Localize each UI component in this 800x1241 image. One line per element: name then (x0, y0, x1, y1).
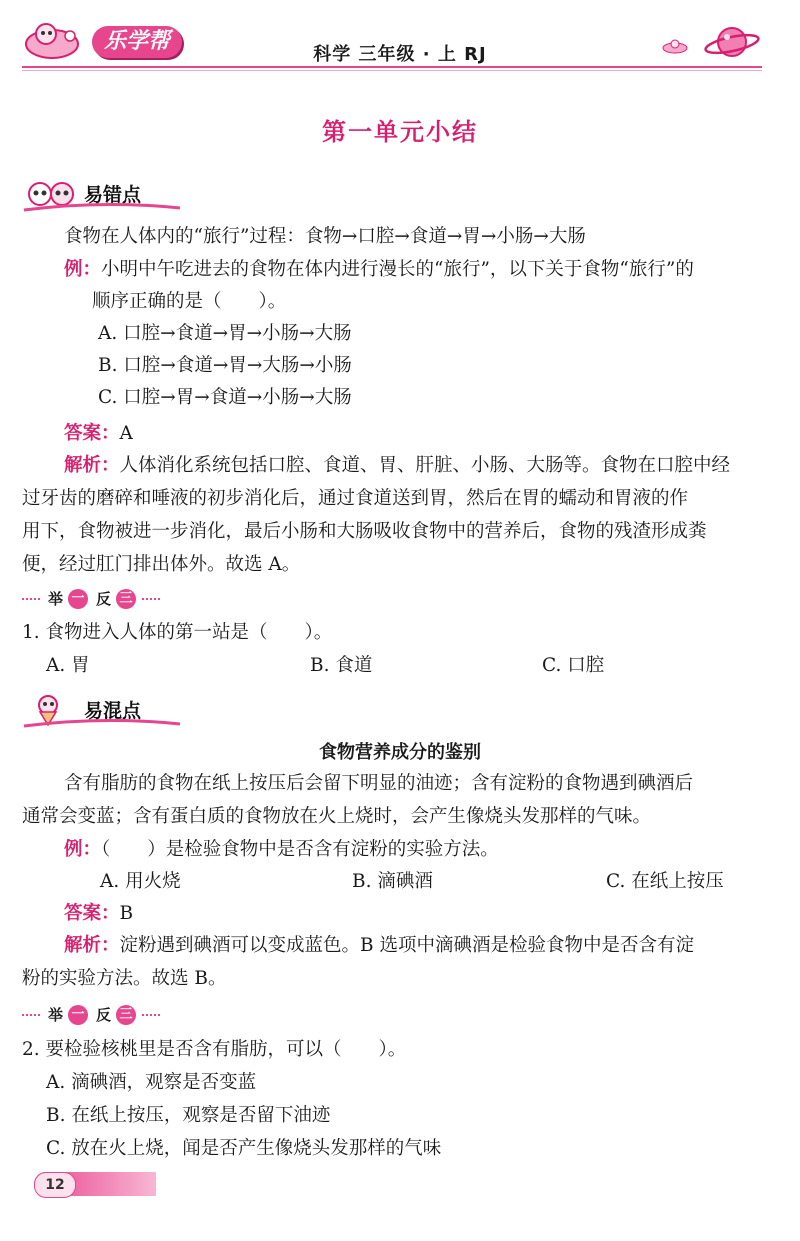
analysis-2 (64, 930, 782, 962)
header-divider-thin (22, 70, 762, 71)
page-number: 12 (34, 1172, 76, 1198)
practice-option-b: B. 在纸上按压，观察是否留下油迹 (46, 1105, 331, 1126)
divider-char-circle: 一 (68, 589, 88, 609)
dotted-line (22, 598, 40, 602)
option-b: B. 滴碘酒 (352, 871, 433, 892)
option-a: A. 口腔→食道→胃→小肠→大肠 (98, 323, 352, 344)
subheading: 食物营养成分的鉴别 (319, 742, 481, 763)
practice-divider-1 (22, 588, 172, 610)
practice-option-a: A. 滴碘酒，观察是否变蓝 (46, 1072, 257, 1093)
swoosh-decoration (22, 718, 182, 730)
answer-value: A (119, 423, 133, 444)
example-2 (64, 834, 782, 866)
practice-question-1: 1. 食物进入人体的第一站是（ ）。 (22, 622, 333, 643)
page-title: 第一单元小结 (322, 118, 478, 146)
analysis-1 (64, 450, 782, 482)
dotted-line (142, 598, 160, 602)
analysis-text: 淀粉遇到碘酒可以变成蓝色。B 选项中滴碘酒是检验食物中是否含有淀 (119, 935, 694, 956)
section-banner-label: 易错点 (84, 184, 142, 206)
section-banner-error-prone (22, 176, 172, 212)
example-tag: 例： (64, 259, 102, 280)
divider-char: 反 (96, 1006, 112, 1024)
divider-char: 反 (96, 590, 112, 608)
answer-value: B (119, 903, 134, 924)
dotted-line (142, 1014, 160, 1018)
analysis-tag: 解析： (64, 455, 120, 476)
swoosh-decoration (22, 202, 182, 214)
analysis-1-line2: 过牙齿的磨碎和唾液的初步消化后，通过食道送到胃，然后在胃的蠕动和胃液的作 (22, 488, 689, 509)
example-tag: 例： (64, 839, 102, 860)
divider-char-circle: 三 (116, 589, 136, 609)
header-title: 科学 三年级 · 上 RJ (313, 44, 487, 65)
section2-intro-line2: 通常会变蓝；含有蛋白质的食物放在火上烧时，会产生像烧头发那样的气味。 (22, 806, 652, 827)
answer-1 (64, 418, 782, 450)
section2-intro: 含有脂肪的食物在纸上按压后会留下明显的油迹；含有淀粉的食物遇到碘酒后 (64, 773, 694, 794)
example-text: 小明中午吃进去的食物在体内进行漫长的“旅行”，以下关于食物“旅行”的 (101, 259, 694, 280)
analysis-tag: 解析： (64, 935, 120, 956)
practice-option-c: C. 放在火上烧，闻是否产生像烧头发那样的气味 (46, 1138, 442, 1159)
practice-option-b: B. 食道 (310, 655, 373, 676)
divider-char: 举 (48, 1006, 64, 1024)
divider-char-circle: 一 (68, 1005, 88, 1025)
answer-tag: 答案： (64, 423, 120, 444)
practice-divider-2 (22, 1004, 172, 1026)
example-text: （ ）是检验食物中是否含有淀粉的实验方法。 (101, 839, 499, 860)
section-banner-confusing (22, 692, 172, 728)
practice-question-2: 2. 要检验核桃里是否含有脂肪，可以（ ）。 (22, 1039, 407, 1060)
divider-char: 举 (48, 590, 64, 608)
example-1 (64, 254, 782, 286)
answer-tag: 答案： (64, 903, 120, 924)
option-c: C. 在纸上按压 (606, 871, 724, 892)
dotted-line (22, 1014, 40, 1018)
analysis-1-line4: 便，经过肛门排出体外。故选 A。 (22, 554, 301, 575)
analysis-text: 人体消化系统包括口腔、食道、胃、肝脏、小肠、大肠等。食物在口腔中经 (119, 455, 731, 476)
section1-intro: 食物在人体内的“旅行”过程：食物→口腔→食道→胃→小肠→大肠 (64, 226, 586, 247)
section-banner-label: 易混点 (84, 700, 142, 722)
header-divider (22, 66, 762, 68)
analysis-2-line2: 粉的实验方法。故选 B。 (22, 968, 227, 989)
analysis-1-line3: 用下，食物被进一步消化，最后小肠和大肠吸收食物中的营养后，食物的残渣形成粪 (22, 521, 707, 542)
example-1-cont: 顺序正确的是（ ）。 (92, 291, 287, 312)
option-c: C. 口腔→胃→食道→小肠→大肠 (98, 387, 352, 408)
practice-option-c: C. 口腔 (542, 655, 605, 676)
practice-option-a: A. 胃 (46, 655, 90, 676)
option-b: B. 口腔→食道→胃→大肠→小肠 (98, 355, 352, 376)
option-a: A. 用火烧 (100, 871, 181, 892)
brand-logo: 乐学帮 (92, 26, 182, 58)
answer-2 (64, 898, 782, 930)
divider-char-circle: 三 (116, 1005, 136, 1025)
